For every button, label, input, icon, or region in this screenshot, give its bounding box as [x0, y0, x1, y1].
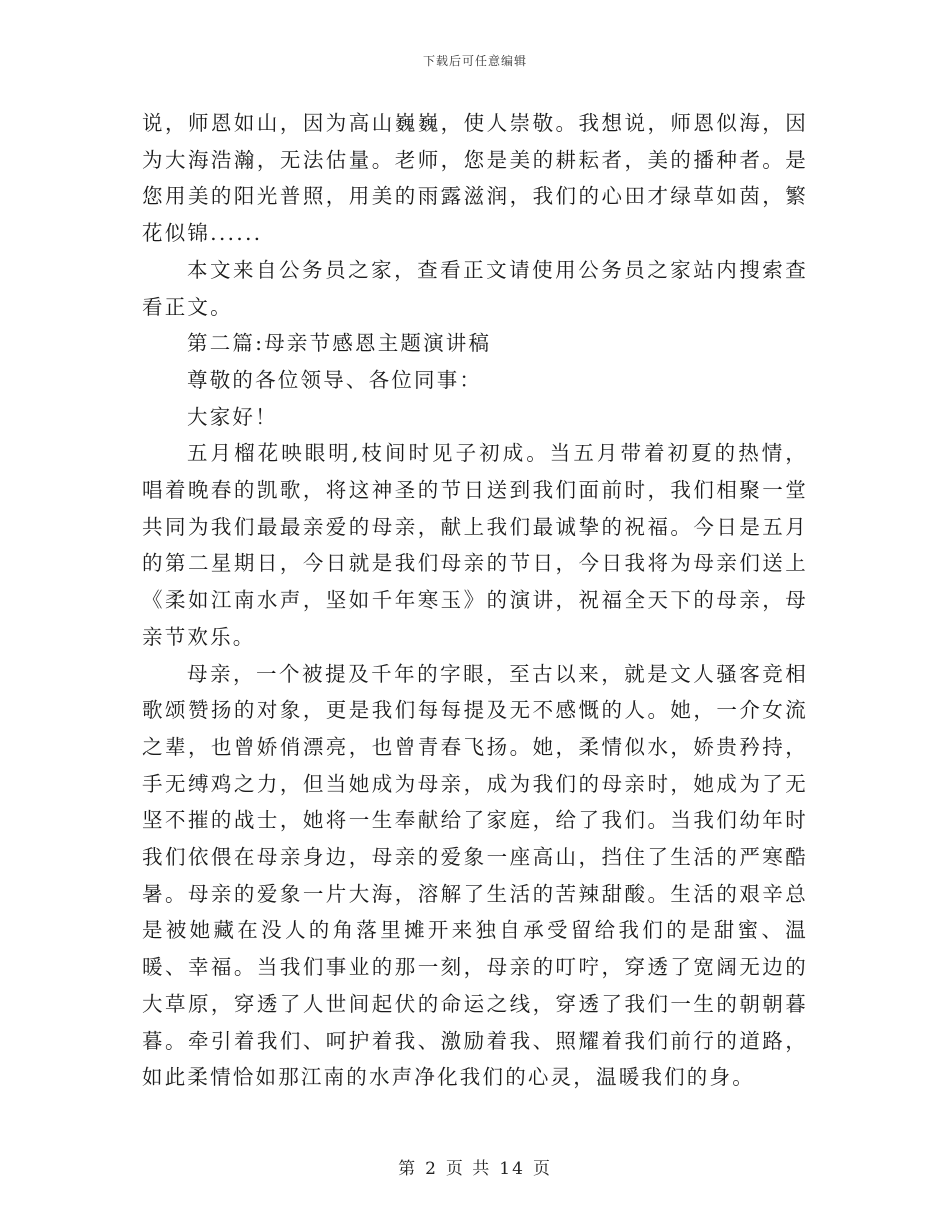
page-number-footer	[0, 1154, 950, 1179]
footer-current-page: 2	[425, 1159, 438, 1179]
document-body	[142, 105, 808, 1096]
footer-middle: 页 共	[445, 1159, 492, 1179]
salutation: 尊敬的各位领导、各位同事：	[187, 367, 483, 392]
greeting: 大家好！	[187, 404, 278, 429]
footer-suffix: 页	[532, 1159, 552, 1179]
section-title: 第二篇:母亲节感恩主题演讲稿	[187, 331, 492, 356]
page-header-note: 下载后可任意编辑	[422, 54, 527, 68]
paragraph-mother: 母亲，一个被提及千年的字眼，至古以来，就是文人骚客竞相歌颂赞扬的对象，更是我们每每提及无不感慨的人。她，一介女流之辈，也曾娇俏漂亮，也曾青春飞扬。她，柔情似水，娇贵矜持，手无缚鸡之力，但当她成为母亲，成为我们的母亲时，她成为了无坚不摧的战士，她将一生奉献给了家庭，给了我们。当我们幼年时我们依偎在母亲身边，母亲的爱象一座高山，挡住了生活的严寒酷暑。母亲的爱象一片大海，溶解了生活的苦辣甜酸。生活的艰辛总是被她藏在没人的角落里摊开来独自承受留给我们的是甜蜜、温暖、幸福。当我们事业的那一刻，母亲的叮咛，穿透了宽阔无边的大草原，穿透了人世间起伏的命运之线，穿透了我们一生的朝朝暮暮。牵引着我们、呵护着我、激励着我、照耀着我们前行的道路，如此柔情恰如那江南的水声净化我们的心灵，温暖我们的身。	[142, 661, 808, 1090]
footer-prefix: 第	[398, 1159, 418, 1179]
paragraph-source-note: 本文来自公务员之家，查看正文请使用公务员之家站内搜索查看正文。	[142, 257, 808, 319]
paragraph-intro: 五月榴花映眼明,枝间时见子初成。当五月带着初夏的热情，唱着晚春的凯歌，将这神圣的节日送到我们面前时，我们相聚一堂共同为我们最最亲爱的母亲，献上我们最诚挚的祝福。今日是五月的第二星期日，今日就是我们母亲的节日，今日我将为母亲们送上《柔如江南水声，坚如千年寒玉》的演讲，祝福全天下的母亲，母亲节欢乐。	[142, 441, 808, 649]
paragraph-continued: 说，师恩如山，因为高山巍巍，使人崇敬。我想说，师恩似海，因为大海浩瀚，无法估量。老师，您是美的耕耘者，美的播种者。是您用美的阳光普照，用美的雨露滋润，我们的心田才绿草如茵，繁花似锦......	[142, 111, 808, 246]
footer-total-pages: 14	[499, 1159, 525, 1179]
